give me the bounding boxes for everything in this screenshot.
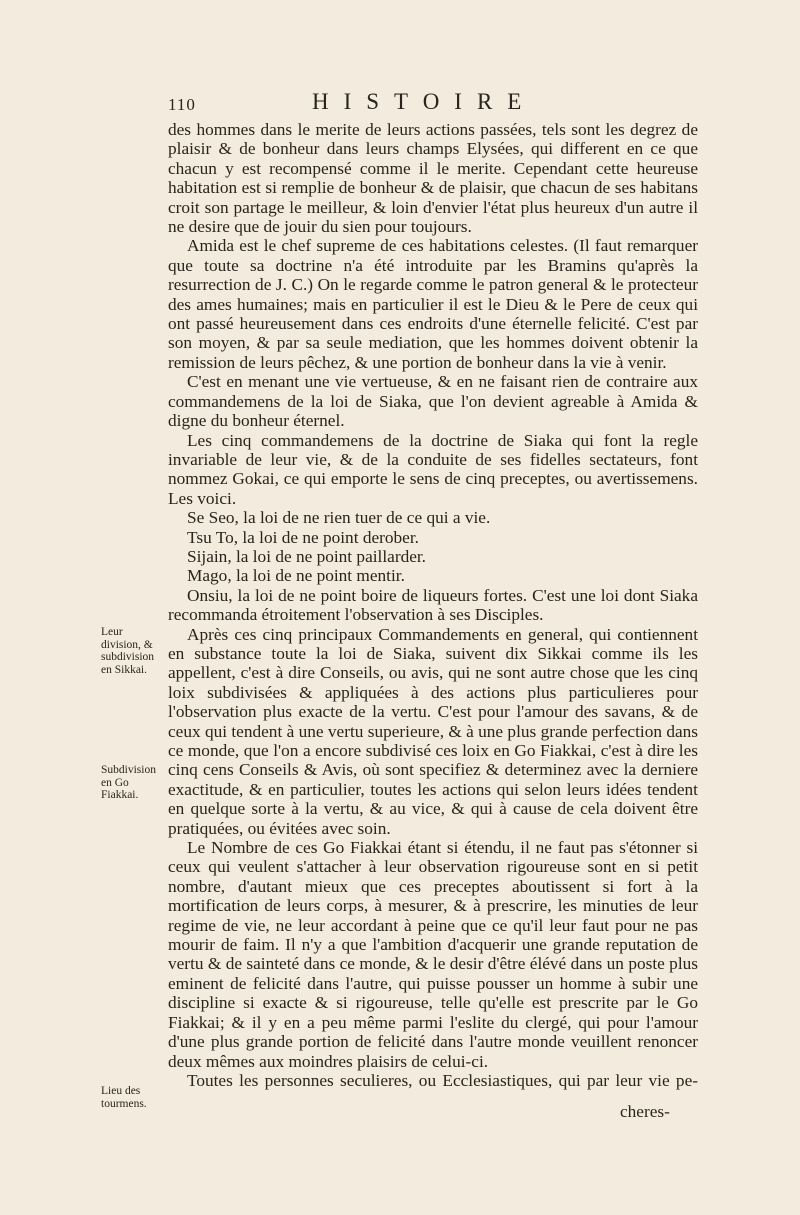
- precept-line: Sijain, la loi de ne point paillarder.: [187, 546, 427, 566]
- paragraph: Le Nombre de ces Go Fiakkai étant si étendu, il ne faut pas s'étonner si ceux qui veulent s'attacher à leur observation rigoureuse sont en si petit nombre, d'autant mieux que ces preceptes aboutissent si fort à la mortification de leurs corps, à mesurer, & à prescrire, les minuties de leur regime de vie, ne leur accordant à peine que ce qu'il leur faut pour ne pas mourir de faim. Il n'y a que l'ambition d'acquerir une grande reputation de vertu & de sainteté dans ce monde, & le desir d'être élévé dans un poste plus eminent de felicité dans l'autre, qui puisse pousser un homme à subir une discipline si exacte & si rigoureuse, telle qu'elle est prescrite par le Go Fiakkai; & il y en a peu même parmi l'eslite du clergé, qui pour l'amour d'une plus grande portion de felicité dans l'autre monde veuillent renoncer deux mêmes aux moindres plaisirs de celui-ci.: [168, 838, 698, 1071]
- precept-line: Mago, la loi de ne point mentir.: [187, 566, 405, 586]
- body-text: [168, 120, 698, 1090]
- paragraph: des hommes dans le merite de leurs actions passées, tels sont les degrez de plaisir & de bonheur dans leurs champs Elysées, qui different en ce que chacun y est recompensé comme il le merite. Cependant cette heureuse habitation est si remplie de bonheur & de plaisir, que chacun de ses habitans croit son partage le meilleur, & loin d'envier l'état plus heureux d'un autre il ne desire que de jouir du sien pour toujours.: [168, 120, 698, 237]
- paragraph: C'est en menant une vie vertueuse, & en ne faisant rien de contraire aux commandemens de la loi de Siaka, que l'on devient agreable à Amida & digne du bonheur éternel.: [168, 372, 698, 431]
- paragraph: Après ces cinq principaux Commandements en general, qui contiennent en substance toute la loi de Siaka, suivent dix Sikkai comme ils les appellent, c'est à dire Conseils, ou avis, qui ne sont autre chose que les cinq loix subdivisées & appliquées à des actions plus particulieres pour l'observation plus exacte de la vertu. C'est pour l'amour des savans, & de ceux qui tendent à une vertu superieure, & à une plus grande perfection dans ce monde, que l'on a encore subdivisé ces loix en Go Fiakkai, c'est à dire les cinq cens Conseils & Avis, où sont specifiez & determinez avec la derniere exactitude, & en particulier, toutes les actions qui selon leurs idées tendent en quelque sorte à la vertu, & au vice, & qui à cause de cela doivent être pratiquées, ou évitées avec soin.: [168, 624, 698, 838]
- margin-note: Lieu des tourmens.: [101, 1085, 147, 1110]
- paragraph: Toutes les personnes seculieres, ou Ecclesiastiques, qui par leur vie pe-: [187, 1070, 698, 1090]
- precept-line: Se Seo, la loi de ne rien tuer de ce qui a vie.: [187, 508, 491, 528]
- paragraph: Amida est le chef supreme de ces habitations celestes. (Il faut remarquer que toute sa doctrine n'a été introduite par les Bramins qu'après la resurrection de J. C.) On le regarde comme le patron general & le protecteur des ames humaines; mais en particulier il est le Dieu & le Pere de ceux qui ont passé heureusement dans ces endroits d'une éternelle felicité. C'est par son moyen, & par sa seule mediation, que les hommes doivent obtenir la remission de leurs pêchez, & une portion de bonheur dans la vie à venir.: [168, 236, 698, 372]
- catchword: cheres-: [620, 1102, 670, 1121]
- margin-note: Leur division, & subdivision en Sikkai.: [101, 626, 155, 676]
- margin-note: Subdivision en Go Fiakkai.: [101, 764, 156, 801]
- running-head: HISTOIRE: [312, 89, 537, 114]
- precept-line: Tsu To, la loi de ne point derober.: [187, 527, 419, 547]
- precept-line: Onsiu, la loi de ne point boire de liqueurs fortes. C'est une loi dont Siaka recommanda étroitement l'observation à ses Disciples.: [168, 585, 698, 625]
- page-number: 110: [168, 95, 196, 114]
- paragraph: Les cinq commandemens de la doctrine de Siaka qui font la regle invariable de leur vie, & de la conduite de ses fidelles sectateurs, font nommez Gokai, ce qui emporte le sens de cinq preceptes, ou avertissemens. Les voici.: [168, 430, 698, 508]
